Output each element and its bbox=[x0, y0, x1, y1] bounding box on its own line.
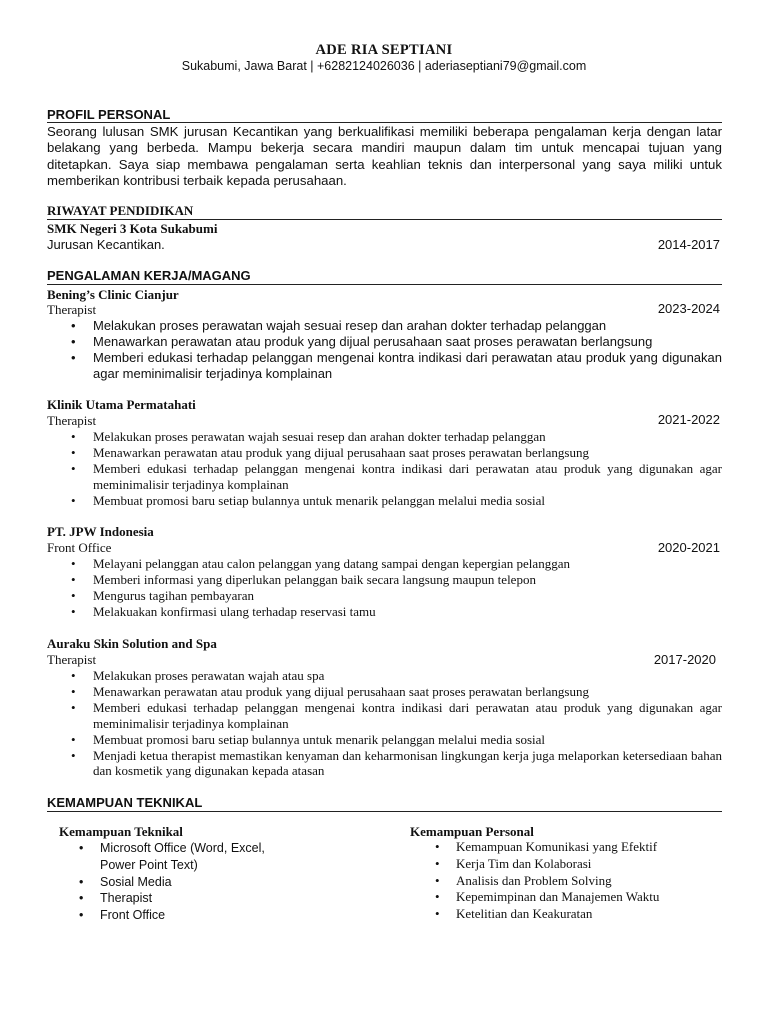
list-item: • Microsoft Office (Word, Excel, Power Point Text) bbox=[74, 840, 274, 874]
school-major: Jurusan Kecantikan. bbox=[47, 237, 165, 252]
list-item: • Kemampuan Komunikasi yang Efektif bbox=[430, 839, 730, 856]
list-item: • Menawarkan perawatan atau produk yang dijual perusahaan saat proses perawatan berlangsung bbox=[47, 684, 722, 700]
list-item: • Mengurus tagihan pembayaran bbox=[47, 588, 722, 604]
job-org: Auraku Skin Solution and Spa bbox=[47, 636, 217, 651]
list-item: • Memberi informasi yang diperlukan pelanggan baik secara langsung maupun telepon bbox=[47, 572, 722, 588]
personal-skills-heading: Kemampuan Personal bbox=[410, 824, 534, 839]
section-divider bbox=[47, 122, 722, 123]
section-title-education: RIWAYAT PENDIDIKAN bbox=[47, 203, 194, 218]
job-role: Therapist bbox=[47, 652, 97, 667]
section-title-experience: PENGALAMAN KERJA/MAGANG bbox=[47, 268, 251, 283]
job-org: Bening’s Clinic Cianjur bbox=[47, 287, 179, 302]
job-period: 2017-2020 bbox=[653, 652, 716, 667]
section-divider bbox=[47, 811, 722, 812]
list-item: • Front Office bbox=[74, 907, 274, 924]
job-duties bbox=[47, 556, 722, 620]
job-period: 2023-2024 bbox=[657, 301, 720, 316]
list-item: • Melakukan proses perawatan wajah sesuai resep dan arahan dokter terhadap pelanggan bbox=[47, 318, 722, 334]
list-item: • Membuat promosi baru setiap bulannya untuk menarik pelanggan melalui media sosial bbox=[47, 493, 722, 509]
list-item: • Melayani pelanggan atau calon pelanggan yang datang sampai dengan kepergian pelanggan bbox=[47, 556, 722, 572]
list-item: • Memberi edukasi terhadap pelanggan mengenai kontra indikasi dari perawatan atau produk yang digunakan agar meminimalisir terjadinya komplainan bbox=[47, 350, 722, 382]
list-item: • Analisis dan Problem Solving bbox=[430, 873, 730, 890]
job-duties bbox=[47, 318, 722, 382]
list-item: • Ketelitian dan Keakuratan bbox=[430, 906, 730, 923]
list-item: • Menawarkan perawatan atau produk yang dijual perusahaan saat proses perawatan berlangsung bbox=[47, 445, 722, 461]
job-role: Therapist bbox=[47, 302, 97, 317]
section-divider bbox=[47, 219, 722, 220]
list-item: • Kerja Tim dan Kolaborasi bbox=[430, 856, 730, 873]
profile-text: Seorang lulusan SMK jurusan Kecantikan yang berkualifikasi memiliki beberapa pengalaman kerja dengan latar belakang yang berbeda. Mampu bekerja secara mandiri maupun dalam tim untuk mencapai tujuan yang ditetapkan. Saya siap membawa pengalaman serta keahlian teknis dan interpersonal yang saya miliki untuk memberikan kontribusi terbaik kepada perusahaan. bbox=[47, 124, 722, 188]
section-title-skills: KEMAMPUAN TEKNIKAL bbox=[47, 795, 203, 810]
contact-info: Sukabumi, Jawa Barat | +6282124026036 | aderiaseptiani79@gmail.com bbox=[181, 59, 587, 73]
job-period: 2020-2021 bbox=[657, 540, 720, 555]
list-item: • Therapist bbox=[74, 890, 274, 907]
list-item: • Menjadi ketua therapist memastikan kenyaman dan keharmonisan lingkungan kerja juga melaporkan ketersediaan bahan dan kosmetik yang digunakan kepada atasan bbox=[47, 748, 722, 780]
candidate-name: ADE RIA SEPTIANI bbox=[315, 42, 453, 58]
job-role: Front Office bbox=[47, 540, 112, 555]
technical-skills-list bbox=[74, 840, 274, 924]
personal-skills-list bbox=[430, 839, 730, 923]
job-role: Therapist bbox=[47, 413, 97, 428]
section-title-profile: PROFIL PERSONAL bbox=[47, 107, 171, 122]
job-period: 2021-2022 bbox=[657, 412, 720, 427]
technical-skills-heading: Kemampuan Teknikal bbox=[59, 824, 183, 839]
school-name: SMK Negeri 3 Kota Sukabumi bbox=[47, 221, 218, 236]
list-item: • Memberi edukasi terhadap pelanggan mengenai kontra indikasi dari perawatan atau produk yang digunakan agar meminimalisir terjadinya komplainan bbox=[47, 461, 722, 493]
list-item: • Menawarkan perawatan atau produk yang dijual perusahaan saat proses perawatan berlangsung bbox=[47, 334, 722, 350]
list-item: • Membuat promosi baru setiap bulannya untuk menarik pelanggan melalui media sosial bbox=[47, 732, 722, 748]
list-item: • Melakukan proses perawatan wajah sesuai resep dan arahan dokter terhadap pelanggan bbox=[47, 429, 722, 445]
list-item: • Memberi edukasi terhadap pelanggan mengenai kontra indikasi dari perawatan atau produk yang digunakan agar meminimalisir terjadinya komplainan bbox=[47, 700, 722, 732]
list-item: • Kepemimpinan dan Manajemen Waktu bbox=[430, 889, 730, 906]
job-org: PT. JPW Indonesia bbox=[47, 524, 154, 539]
list-item: • Sosial Media bbox=[74, 874, 274, 891]
job-org: Klinik Utama Permatahati bbox=[47, 397, 196, 412]
education-period: 2014-2017 bbox=[657, 237, 720, 252]
list-item: • Melakukan proses perawatan wajah atau spa bbox=[47, 668, 722, 684]
list-item: • Melakuakan konfirmasi ulang terhadap reservasi tamu bbox=[47, 604, 722, 620]
job-duties bbox=[47, 429, 722, 509]
section-divider bbox=[47, 284, 722, 285]
job-duties bbox=[47, 668, 722, 779]
